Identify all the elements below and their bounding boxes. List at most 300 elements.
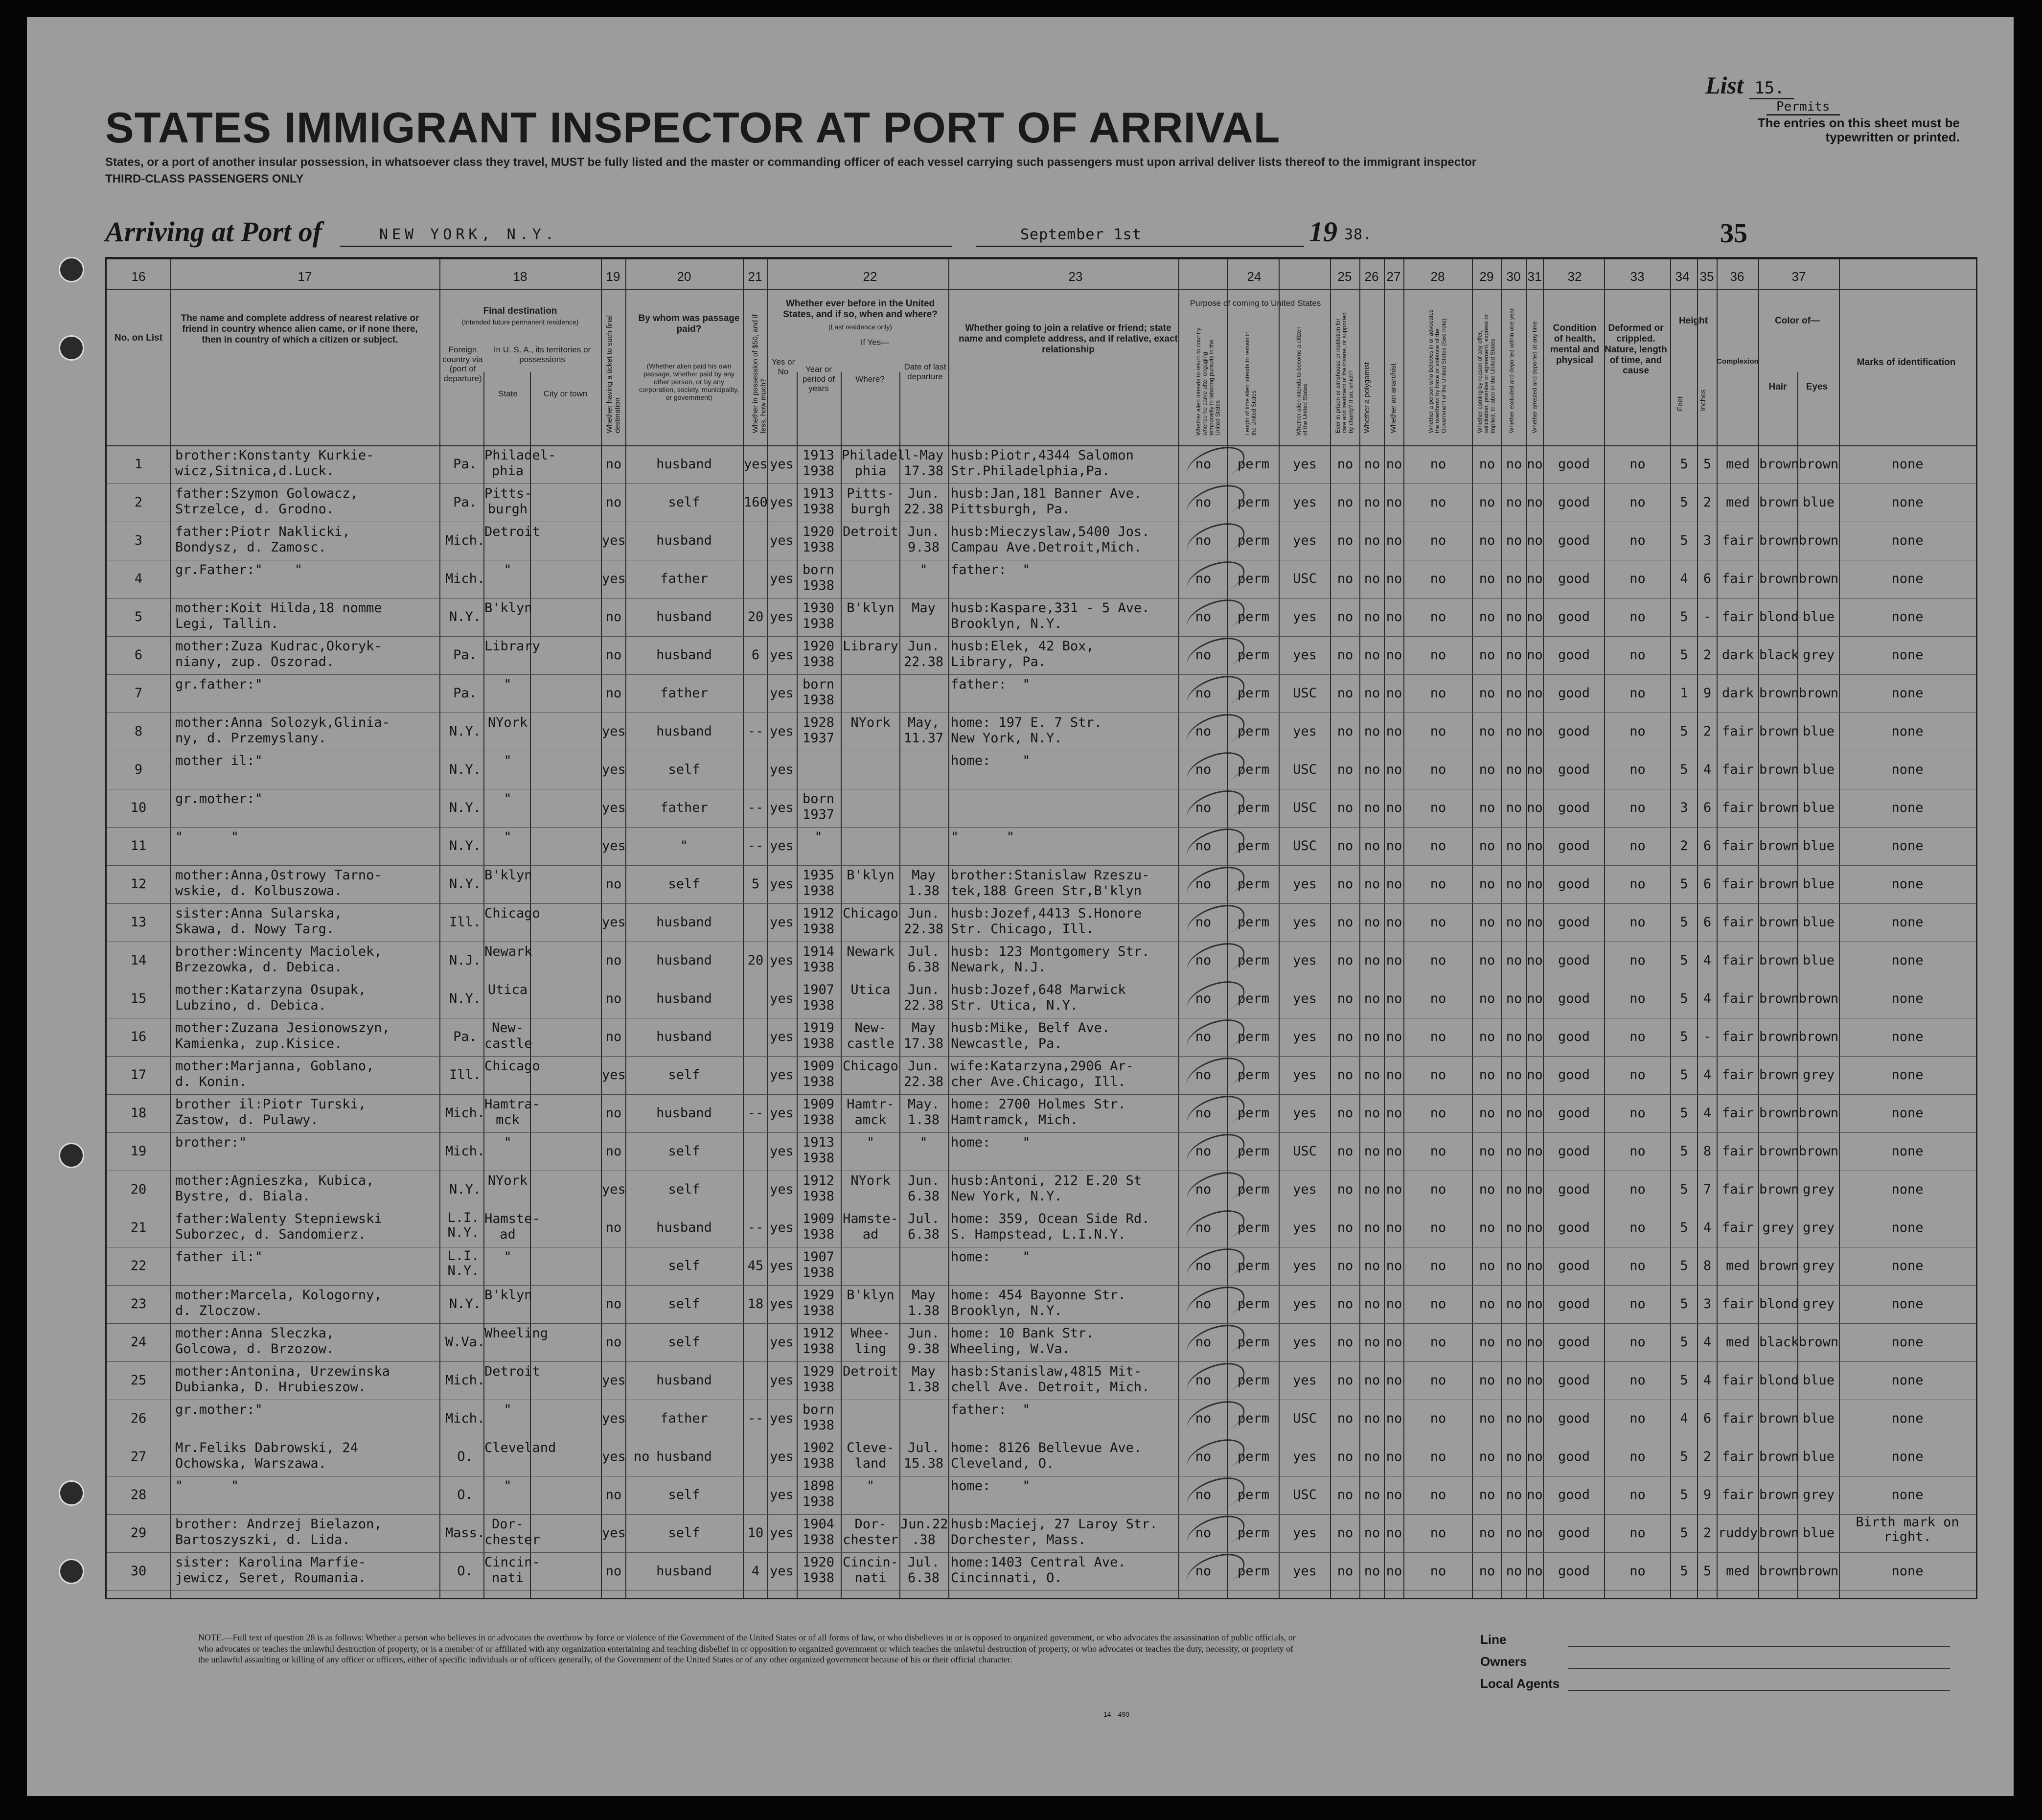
height-inches: 6 <box>1703 838 1712 853</box>
ticket-flag: no <box>605 1106 622 1121</box>
height-inches: 2 <box>1703 495 1712 510</box>
joining-line-1: home: 2700 Holmes Str. <box>951 1097 1126 1112</box>
relative-line-1: gr.mother:" <box>175 791 263 806</box>
relative-line-1: brother:Konstanty Kurkie- <box>175 448 374 463</box>
arrested-answer: no <box>1527 609 1543 624</box>
excluded-answer: no <box>1506 571 1522 586</box>
ticket-flag: no <box>605 1220 622 1235</box>
eye-color: blue <box>1802 953 1835 968</box>
joining-line-1: home: 454 Bayonne Str. <box>951 1288 1126 1303</box>
complexion: med <box>1726 495 1750 510</box>
passenger-class-text: THIRD-CLASS PASSENGERS ONLY <box>105 172 304 185</box>
purpose-citizen: yes <box>1293 1258 1317 1273</box>
been-before: yes <box>770 876 794 892</box>
table-row <box>107 1018 1976 1055</box>
height-feet: 5 <box>1680 1182 1688 1197</box>
year-line-2: 1938 <box>802 1380 835 1395</box>
contract-labor-answer: no <box>1479 495 1495 510</box>
height-inches: 7 <box>1703 1182 1712 1197</box>
header-relative: The name and complete address of nearest relative or friend in country whence alien came, or if none there, then in country of which a citizen or subject. <box>181 313 419 345</box>
overthrow-answer: no <box>1430 1067 1446 1083</box>
purpose-citizen: USC <box>1293 1487 1317 1502</box>
overthrow-answer: no <box>1430 953 1446 968</box>
joining-line-2: Str. Chicago, Ill. <box>951 922 1094 937</box>
row-number: 4 <box>134 571 143 586</box>
height-inches: 8 <box>1703 1258 1712 1273</box>
height-feet: 5 <box>1680 1296 1688 1312</box>
column-number: 32 <box>1567 269 1582 284</box>
column-number: 21 <box>748 269 762 284</box>
where-line-1: B'klyn <box>847 600 895 616</box>
been-before: yes <box>770 915 794 930</box>
excluded-answer: no <box>1506 876 1522 892</box>
year-line-2: 1938 <box>802 998 835 1013</box>
header-before-us: Whether ever before in the United States, and if so, when and where? <box>783 299 938 320</box>
row-number: 28 <box>130 1487 147 1502</box>
column-number: 24 <box>1247 269 1262 284</box>
relative-line-1: gr.father:" <box>175 677 263 692</box>
deformity: no <box>1629 1487 1646 1502</box>
contract-labor-answer: no <box>1479 609 1495 624</box>
overthrow-answer: no <box>1430 1144 1446 1159</box>
height-feet: 5 <box>1680 991 1688 1006</box>
table-row <box>107 865 1976 902</box>
polygamist-answer: no <box>1364 1220 1380 1235</box>
purpose-citizen: USC <box>1293 762 1317 777</box>
anarchist-answer: no <box>1386 876 1402 892</box>
table-row <box>107 1514 1976 1551</box>
purpose-citizen: yes <box>1293 1335 1317 1350</box>
page-title: STATES IMMIGRANT INSPECTOR AT PORT OF ARRIVAL <box>105 103 1281 152</box>
year-line-2: 1938 <box>802 1265 835 1280</box>
header-no-on-list: No. on List <box>114 333 163 343</box>
contract-labor-answer: no <box>1479 457 1495 472</box>
contract-labor-answer: no <box>1479 1487 1495 1502</box>
departure-line-1: May <box>912 1364 936 1379</box>
paid-by: self <box>668 1487 700 1502</box>
deformity: no <box>1629 991 1646 1006</box>
eye-color: grey <box>1802 647 1835 663</box>
health-condition: good <box>1558 1487 1590 1502</box>
hair-color: brown <box>1759 1029 1799 1044</box>
polygamist-answer: no <box>1364 1525 1380 1541</box>
contract-labor-answer: no <box>1479 838 1495 853</box>
header-polygamist: Whether a polygamist <box>1363 362 1371 433</box>
table-row <box>107 751 1976 787</box>
money-amount: 10 <box>747 1525 764 1541</box>
year-line-1: 1898 <box>802 1478 835 1494</box>
joining-line-2: Library, Pa. <box>951 654 1047 669</box>
dest-city-line-1: Cincin- <box>484 1555 540 1570</box>
ticket-flag: no <box>605 647 622 663</box>
where-line-1: NYork <box>850 1173 891 1188</box>
dest-city-line-1: Detroit <box>484 1364 540 1379</box>
prison-answer: no <box>1337 1106 1354 1121</box>
eye-color: grey <box>1802 1487 1835 1502</box>
binder-hole <box>59 1480 84 1506</box>
purpose-citizen: yes <box>1293 915 1317 930</box>
year-line-2: 1938 <box>802 1151 835 1166</box>
height-inches: - <box>1703 1029 1712 1044</box>
where-line-1: Pitts- <box>847 486 895 501</box>
height-feet: 5 <box>1680 533 1688 548</box>
year-line-2: 1938 <box>802 540 835 555</box>
polygamist-answer: no <box>1364 647 1380 663</box>
identification-marks: none <box>1891 724 1924 739</box>
health-condition: good <box>1558 647 1590 663</box>
year-line-2: 1938 <box>802 578 835 593</box>
row-number: 7 <box>134 686 143 701</box>
dest-state: Pa. <box>453 495 477 510</box>
where-line-1: Library <box>843 639 898 654</box>
height-feet: 5 <box>1680 457 1688 472</box>
dest-state: N.Y. <box>449 991 482 1006</box>
ticket-flag: yes <box>602 1373 626 1388</box>
complexion: fair <box>1721 953 1754 968</box>
overthrow-answer: no <box>1430 1182 1446 1197</box>
departure-line-2: 6.38 <box>907 1570 940 1586</box>
complexion: fair <box>1721 1296 1754 1312</box>
paid-by: husband <box>656 991 712 1006</box>
header-purpose: Purpose of coming to United States <box>1190 299 1321 308</box>
dest-city-line-2: nati <box>491 1570 524 1586</box>
complexion: fair <box>1721 1067 1754 1083</box>
line-rule <box>1568 1646 1950 1647</box>
excluded-answer: no <box>1506 1296 1522 1312</box>
purpose-citizen: USC <box>1293 686 1317 701</box>
joining-line-1: home: 197 E. 7 Str. <box>951 715 1102 730</box>
anarchist-answer: no <box>1386 1525 1402 1541</box>
date-value: September 1st <box>1020 226 1142 243</box>
relative-line-1: brother:Wincenty Maciolek, <box>175 944 382 959</box>
money-amount: -- <box>747 1411 764 1426</box>
binder-hole <box>59 257 84 282</box>
excluded-answer: no <box>1506 495 1522 510</box>
arrested-answer: no <box>1527 571 1543 586</box>
excluded-answer: no <box>1506 1067 1522 1083</box>
relative-line-1: " " <box>175 1478 239 1494</box>
been-before: yes <box>770 1449 794 1464</box>
paid-by: husband <box>656 724 712 739</box>
year-line-1: 1912 <box>802 1173 835 1188</box>
height-feet: 4 <box>1680 571 1688 586</box>
departure-line-1: May <box>912 600 936 616</box>
polygamist-answer: no <box>1364 1449 1380 1464</box>
polygamist-answer: no <box>1364 533 1380 548</box>
contract-labor-answer: no <box>1479 1525 1495 1541</box>
relative-line-1: mother:Antonina, Urzewinska <box>175 1364 390 1379</box>
paid-by: husband <box>656 1373 712 1388</box>
joining-line-2: Newark, N.J. <box>951 960 1047 975</box>
polygamist-answer: no <box>1364 1144 1380 1159</box>
excluded-answer: no <box>1506 724 1522 739</box>
column-number: 30 <box>1506 269 1521 284</box>
purpose-length: perm <box>1237 1067 1270 1083</box>
hair-color: brown <box>1759 991 1799 1006</box>
port-rule <box>340 246 952 247</box>
joining-line-1: husb:Mike, Belf Ave. <box>951 1020 1110 1036</box>
prison-answer: no <box>1337 495 1354 510</box>
relative-line-1: mother:Koit Hilda,18 nomme <box>175 600 382 616</box>
anarchist-answer: no <box>1386 1487 1402 1502</box>
table-row <box>107 636 1976 673</box>
dest-city-line-2: ad <box>500 1227 516 1242</box>
deformity: no <box>1629 1144 1646 1159</box>
dest-state: N.Y. <box>449 762 482 777</box>
purpose-return: no <box>1195 1564 1212 1579</box>
been-before: yes <box>770 686 794 701</box>
eye-color: blue <box>1802 762 1835 777</box>
joining-line-2: S. Hampstead, L.I.N.Y. <box>951 1227 1126 1242</box>
been-before: yes <box>770 1373 794 1388</box>
dest-state: W.Va. <box>445 1335 485 1350</box>
arrested-answer: no <box>1527 1296 1543 1312</box>
table-row <box>107 522 1976 558</box>
departure-line-2: 1.38 <box>907 1303 940 1318</box>
departure-line-2: .38 <box>912 1532 936 1547</box>
joining-line-1: husb:Maciej, 27 Laroy Str. <box>951 1517 1158 1532</box>
purpose-length: perm <box>1237 1335 1270 1350</box>
header-eyes: Eyes <box>1806 382 1828 392</box>
purpose-return: no <box>1195 533 1212 548</box>
height-inches: 2 <box>1703 647 1712 663</box>
header-yes-or-no: Yes or No <box>771 357 795 376</box>
deformity: no <box>1629 838 1646 853</box>
purpose-citizen: yes <box>1293 1525 1317 1541</box>
height-inches: 4 <box>1703 762 1712 777</box>
deformity: no <box>1629 915 1646 930</box>
header-overthrow: Whether a person who believes in or advocates the overthrow by force or violence of the Government of the United States (See note) <box>1427 309 1447 433</box>
paid-by: husband <box>656 457 712 472</box>
purpose-length: perm <box>1237 1258 1270 1273</box>
row-number: 15 <box>130 991 147 1006</box>
eye-color: blue <box>1802 800 1835 815</box>
eye-color: brown <box>1798 533 1839 548</box>
purpose-length: perm <box>1237 991 1270 1006</box>
eye-color: brown <box>1798 457 1839 472</box>
relative-line-1: Mr.Feliks Dabrowski, 24 <box>175 1440 358 1455</box>
money-amount: -- <box>747 800 764 815</box>
agents-label: Local Agents <box>1480 1676 1560 1691</box>
ticket-flag: yes <box>602 1411 626 1426</box>
dest-state: O. <box>457 1564 473 1579</box>
health-condition: good <box>1558 571 1590 586</box>
deformity: no <box>1629 1258 1646 1273</box>
height-feet: 3 <box>1680 800 1688 815</box>
arrested-answer: no <box>1527 724 1543 739</box>
prison-answer: no <box>1337 1373 1354 1388</box>
ticket-flag: no <box>605 457 622 472</box>
column-number: 37 <box>1791 269 1806 284</box>
departure-line-2: 1.38 <box>907 1380 940 1395</box>
identification-marks: none <box>1891 1411 1924 1426</box>
contract-labor-answer: no <box>1479 991 1495 1006</box>
complexion: fair <box>1721 876 1754 892</box>
row-number: 11 <box>130 838 147 853</box>
joining-line-2: Str. Utica, N.Y. <box>951 998 1078 1013</box>
identification-marks: none <box>1891 686 1924 701</box>
joining-line-2: Brooklyn, N.Y. <box>951 1303 1062 1318</box>
deformity: no <box>1629 953 1646 968</box>
departure-line-1: Jun. <box>907 1326 940 1341</box>
grid-hline <box>107 289 1976 290</box>
joining-line-2: Newcastle, Pa. <box>951 1036 1062 1051</box>
health-condition: good <box>1558 1182 1590 1197</box>
departure-line-1: " <box>919 1135 928 1150</box>
dest-city-line-1: " <box>504 753 512 768</box>
excluded-answer: no <box>1506 1258 1522 1273</box>
hair-color: brown <box>1759 571 1799 586</box>
relative-line-1: mother:Zuza Kudrac,Okoryk- <box>175 639 382 654</box>
overthrow-answer: no <box>1430 800 1446 815</box>
anarchist-answer: no <box>1386 1449 1402 1464</box>
polygamist-answer: no <box>1364 1335 1380 1350</box>
list-line <box>1705 71 1999 99</box>
hair-color: blond <box>1759 1373 1799 1388</box>
where-line-2: ad <box>862 1227 879 1242</box>
where-line-1: Hamtr- <box>847 1097 895 1112</box>
purpose-return: no <box>1195 838 1212 853</box>
height-feet: 5 <box>1680 1373 1688 1388</box>
purpose-citizen: yes <box>1293 647 1317 663</box>
height-feet: 5 <box>1680 1564 1688 1579</box>
joining-line-1: home: 10 Bank Str. <box>951 1326 1094 1341</box>
complexion: fair <box>1721 762 1754 777</box>
joining-line-1: wife:Katarzyna,2906 Ar- <box>951 1059 1134 1074</box>
anarchist-answer: no <box>1386 1067 1402 1083</box>
year-line-1: 1930 <box>802 600 835 616</box>
height-feet: 5 <box>1680 724 1688 739</box>
contract-labor-answer: no <box>1479 1258 1495 1273</box>
overthrow-answer: no <box>1430 1029 1446 1044</box>
hair-color: brown <box>1759 1487 1799 1502</box>
header-foreign-country: Foreign country via (port of departure) <box>442 345 483 383</box>
header-where: Where? <box>855 374 885 384</box>
departure-line-2: 6.38 <box>907 1227 940 1242</box>
identification-marks: none <box>1891 1144 1924 1159</box>
purpose-length: perm <box>1237 647 1270 663</box>
relative-line-2: Zastow, d. Pulawy. <box>175 1112 319 1128</box>
dest-city-line-1: Hamste- <box>484 1211 540 1226</box>
row-number: 12 <box>130 876 147 892</box>
identification-marks: none <box>1891 1029 1924 1044</box>
been-before: yes <box>770 800 794 815</box>
health-condition: good <box>1558 609 1590 624</box>
ticket-flag: no <box>605 495 622 510</box>
height-inches: 2 <box>1703 1525 1712 1541</box>
where-line-1: B'klyn <box>847 1288 895 1303</box>
departure-line-1: Jul. <box>907 1440 940 1455</box>
money-amount: 18 <box>747 1296 764 1312</box>
column-number: 27 <box>1386 269 1401 284</box>
where-line-1: Cincin- <box>843 1555 898 1570</box>
height-feet: 5 <box>1680 1258 1688 1273</box>
year-line-2: 1938 <box>802 1494 835 1509</box>
complexion: fair <box>1721 1487 1754 1502</box>
joining-line-2: Str.Philadelphia,Pa. <box>951 463 1110 479</box>
where-line-1: Hamste- <box>843 1211 898 1226</box>
agents-rule <box>1568 1690 1950 1691</box>
overthrow-answer: no <box>1430 495 1446 510</box>
form-number: 14—490 <box>1103 1710 1129 1718</box>
money-amount: 6 <box>751 647 760 663</box>
money-amount: -- <box>747 724 764 739</box>
overthrow-answer: no <box>1430 915 1446 930</box>
been-before: yes <box>770 1258 794 1273</box>
complexion: fair <box>1721 724 1754 739</box>
column-number: 25 <box>1337 269 1352 284</box>
been-before: yes <box>770 1106 794 1121</box>
identification-marks: none <box>1891 495 1924 510</box>
money-amount: 5 <box>751 876 760 892</box>
overthrow-answer: no <box>1430 457 1446 472</box>
column-number: 20 <box>677 269 691 284</box>
departure-line-1: Jul. <box>907 944 940 959</box>
header-paid-by-note: (Whether alien paid his own passage, whether paid by any other person, or by any corporation, society, municipality, or government) <box>639 362 739 402</box>
purpose-return: no <box>1195 991 1212 1006</box>
where-line-1: Whee- <box>850 1326 891 1341</box>
departure-line-2: 9.38 <box>907 1341 940 1357</box>
height-feet: 5 <box>1680 1144 1688 1159</box>
eye-color: brown <box>1798 1564 1839 1579</box>
where-line-1: " <box>866 1135 875 1150</box>
anarchist-answer: no <box>1386 1335 1402 1350</box>
year-line-2: 1938 <box>802 1189 835 1204</box>
manifest-table <box>105 257 1977 1599</box>
contract-labor-answer: no <box>1479 1411 1495 1426</box>
row-number: 13 <box>130 915 147 930</box>
row-number: 19 <box>130 1144 147 1159</box>
height-inches: 4 <box>1703 1373 1712 1388</box>
anarchist-answer: no <box>1386 1258 1402 1273</box>
dest-city-line-1: " <box>504 791 512 806</box>
purpose-return: no <box>1195 876 1212 892</box>
year-line-1: 1913 <box>802 1135 835 1150</box>
purpose-length: perm <box>1237 686 1270 701</box>
purpose-citizen: yes <box>1293 724 1317 739</box>
eye-color: blue <box>1802 915 1835 930</box>
dest-state: N.Y. <box>449 1296 482 1312</box>
hair-color: brown <box>1759 1106 1799 1121</box>
purpose-return: no <box>1195 1220 1212 1235</box>
overthrow-answer: no <box>1430 1296 1446 1312</box>
complexion: med <box>1726 1335 1750 1350</box>
purpose-length: perm <box>1237 800 1270 815</box>
dest-city-line-2: chester <box>484 1532 540 1547</box>
agents-field <box>1480 1676 1970 1698</box>
identification-marks: none <box>1891 1449 1924 1464</box>
relative-line-2: jewicz, Seret, Roumania. <box>175 1570 367 1586</box>
departure-line-2: 1.38 <box>907 883 940 898</box>
excluded-answer: no <box>1506 1220 1522 1235</box>
departure-line-2: 22.38 <box>903 654 944 669</box>
excluded-answer: no <box>1506 1411 1522 1426</box>
height-inches: 4 <box>1703 991 1712 1006</box>
prison-answer: no <box>1337 1411 1354 1426</box>
where-line-2: phia <box>854 463 887 479</box>
where-line-1: Dor- <box>854 1517 887 1532</box>
deformity: no <box>1629 609 1646 624</box>
deformity: no <box>1629 724 1646 739</box>
identification-marks: none <box>1891 1296 1924 1312</box>
column-number: 28 <box>1430 269 1445 284</box>
header-before-us-note: (Last residence only) <box>828 323 892 331</box>
relative-line-1: brother:" <box>175 1135 247 1150</box>
eye-color: brown <box>1798 1144 1839 1159</box>
money-amount: 20 <box>747 609 764 624</box>
ticket-flag: no <box>605 1564 622 1579</box>
been-before: yes <box>770 1296 794 1312</box>
